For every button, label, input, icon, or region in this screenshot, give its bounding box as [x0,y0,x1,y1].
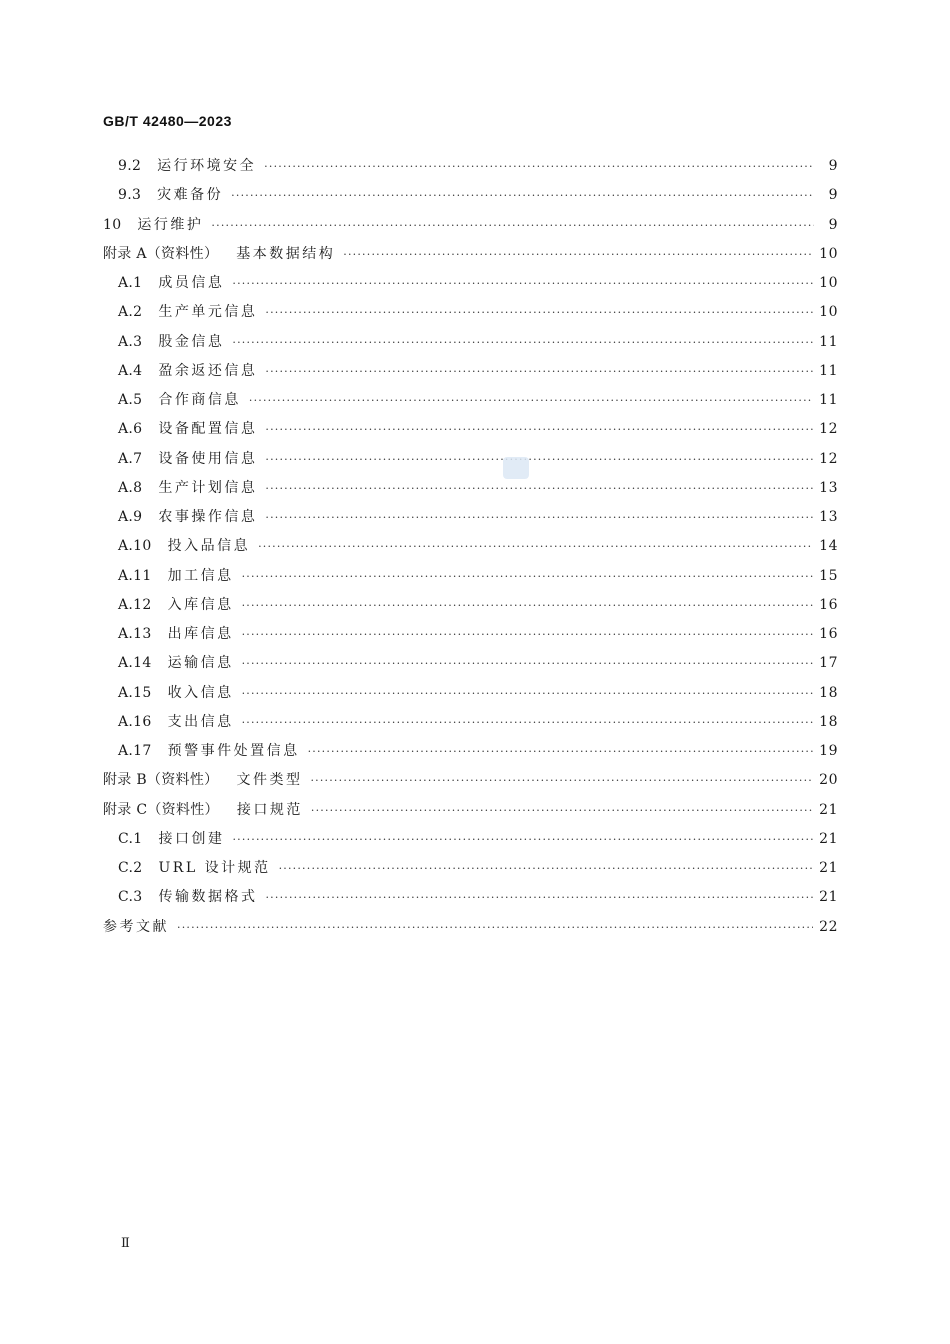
toc-entry[interactable] [103,152,838,181]
toc-dot-leader [242,679,814,708]
toc-dot-leader [232,825,813,854]
toc-entry-page: 10 [819,245,838,262]
toc-entry-title: 接口规范 [236,801,303,818]
toc-entry-page: 13 [819,509,838,525]
toc-dot-leader [242,708,814,737]
toc-entry-title: 文件类型 [236,772,303,789]
toc-entry-number: A.16 [118,713,152,730]
toc-entry[interactable] [103,445,838,474]
toc-dot-leader [311,796,813,825]
toc-entry-title: 运行维护 [137,216,204,233]
toc-entry-number: A.15 [118,684,152,701]
toc-entry[interactable] [103,415,838,444]
toc-entry-title: 生产单元信息 [158,304,258,321]
toc-entry-title: 成员信息 [158,275,225,291]
toc-entry-number: A.7 [118,450,143,467]
toc-entry[interactable] [103,620,838,649]
toc-entry-page: 18 [819,684,838,701]
toc-entry[interactable] [103,328,838,357]
toc-entry-number: C.1 [118,830,143,847]
toc-entry-page: 9 [828,158,838,174]
toc-entry-page: 10 [819,275,838,291]
toc-dot-leader [265,474,813,503]
footer-page-number: Ⅱ [121,1236,130,1251]
toc-entry[interactable] [103,269,838,298]
toc-entry[interactable] [103,532,838,561]
toc-entry-number: A.8 [118,479,143,496]
toc-dot-leader [279,854,814,883]
toc-entry[interactable] [103,737,838,766]
toc-entry-page: 20 [819,772,838,789]
toc-dot-leader [231,181,814,210]
toc-entry[interactable] [103,766,838,795]
toc-entry[interactable] [103,503,838,532]
toc-entry[interactable] [103,854,838,883]
toc-entry[interactable] [103,357,838,386]
toc-entry-number: A.4 [118,362,143,379]
toc-entry[interactable] [103,181,838,210]
toc-dot-leader [242,620,814,649]
toc-entry[interactable] [103,240,838,269]
toc-entry-number: 9.3 [118,187,142,204]
toc-dot-leader [232,328,813,357]
toc-entry-number: A.1 [118,275,143,291]
toc-entry-page: 12 [819,450,838,467]
toc-entry-title: 预警事件处置信息 [167,743,300,759]
toc-dot-leader [265,415,813,444]
toc-entry-title: 生产计划信息 [158,479,258,496]
toc-entry-title: 运行环境安全 [157,158,257,174]
toc-dot-leader [258,532,813,561]
toc-entry[interactable] [103,913,838,942]
toc-entry[interactable] [103,649,838,678]
toc-entry-number: A.13 [118,626,152,642]
toc-entry-page: 9 [828,187,838,204]
toc-entry-title: 合作商信息 [158,392,241,408]
toc-entry-page: 13 [819,479,838,496]
toc-dot-leader [242,591,814,620]
toc-entry-page: 12 [819,421,838,438]
toc-entry-title: 投入品信息 [167,538,251,555]
toc-dot-leader [308,737,814,766]
toc-entry[interactable] [103,825,838,854]
toc-entry-title: 运输信息 [167,655,234,672]
toc-dot-leader [310,766,813,795]
toc-entry-page: 19 [819,743,838,759]
toc-entry-title: 出库信息 [167,626,234,642]
toc-dot-leader [265,503,813,532]
toc-dot-leader [211,211,814,240]
toc-entry-title: 接口创建 [158,830,225,847]
toc-entry-number: A.17 [118,743,152,759]
toc-entry[interactable] [103,883,838,912]
toc-dot-leader [265,357,813,386]
toc-entry-page: 10 [819,304,838,321]
toc-dot-leader [343,240,813,269]
toc-entry[interactable] [103,298,838,327]
toc-entry-number: 10 [103,216,122,233]
table-of-contents [103,152,838,942]
toc-dot-leader [264,152,814,181]
toc-entry-title: 盈余返还信息 [158,362,258,379]
toc-entry-page: 14 [819,538,838,555]
toc-entry-title: 农事操作信息 [158,509,258,525]
toc-entry-number: A.10 [118,538,152,555]
toc-entry-number: 9.2 [118,158,142,174]
toc-dot-leader [265,445,813,474]
toc-entry[interactable] [103,386,838,415]
toc-entry-page: 21 [819,889,838,906]
toc-entry-number: A.3 [118,333,143,350]
toc-entry-number: A.5 [118,392,143,408]
toc-entry-number: C.3 [118,889,143,906]
toc-dot-leader [265,883,813,912]
toc-dot-leader [242,562,814,591]
toc-entry-number: C.2 [118,860,143,876]
toc-entry-page: 21 [819,860,838,876]
toc-entry-title: 加工信息 [167,567,234,584]
toc-entry-title: 设备配置信息 [158,421,258,438]
toc-entry-number: 附录 A（资料性） [103,245,219,262]
toc-entry-title: 股金信息 [158,333,225,350]
toc-entry[interactable] [103,474,838,503]
watermark-logo [503,457,529,479]
toc-entry-title: 入库信息 [167,596,234,613]
toc-entry-number: A.14 [118,655,152,672]
toc-entry-page: 11 [819,333,838,350]
toc-entry-page: 16 [819,626,838,642]
toc-entry-page: 17 [819,655,838,672]
toc-entry[interactable] [103,708,838,737]
toc-entry[interactable] [103,679,838,708]
toc-entry-page: 15 [819,567,838,584]
toc-entry-title: 灾难备份 [157,187,224,204]
toc-entry-page: 11 [819,392,838,408]
toc-entry-number: A.12 [118,596,152,613]
toc-entry-title: 基本数据结构 [236,245,336,262]
toc-dot-leader [232,269,813,298]
toc-entry-page: 22 [819,918,838,935]
toc-entry-page: 21 [819,801,838,818]
toc-dot-leader [265,298,813,327]
toc-entry-number: A.6 [118,421,143,438]
toc-dot-leader [177,913,813,942]
toc-entry-page: 11 [819,362,838,379]
toc-entry-page: 16 [819,596,838,613]
toc-entry-number: 附录 C（资料性） [103,801,219,818]
toc-entry-number: A.11 [118,567,152,584]
toc-entry-title: 支出信息 [167,713,234,730]
standard-code-header: GB/T 42480—2023 [103,113,232,129]
toc-entry-title: 收入信息 [167,684,234,701]
toc-entry[interactable] [103,562,838,591]
toc-entry-title: URL 设计规范 [158,860,271,876]
toc-entry[interactable] [103,796,838,825]
toc-entry-title: 设备使用信息 [158,450,258,467]
toc-entry[interactable] [103,211,838,240]
toc-entry-page: 21 [819,830,838,847]
toc-entry-number: A.9 [118,509,143,525]
toc-entry-title: 传输数据格式 [158,889,258,906]
toc-dot-leader [242,649,814,678]
toc-dot-leader [249,386,813,415]
toc-entry-title: 参考文献 [103,918,169,935]
toc-entry-number: A.2 [118,304,143,321]
toc-entry-number: 附录 B（资料性） [103,772,219,789]
toc-entry-page: 9 [828,216,838,233]
toc-entry-page: 18 [819,713,838,730]
toc-entry[interactable] [103,591,838,620]
